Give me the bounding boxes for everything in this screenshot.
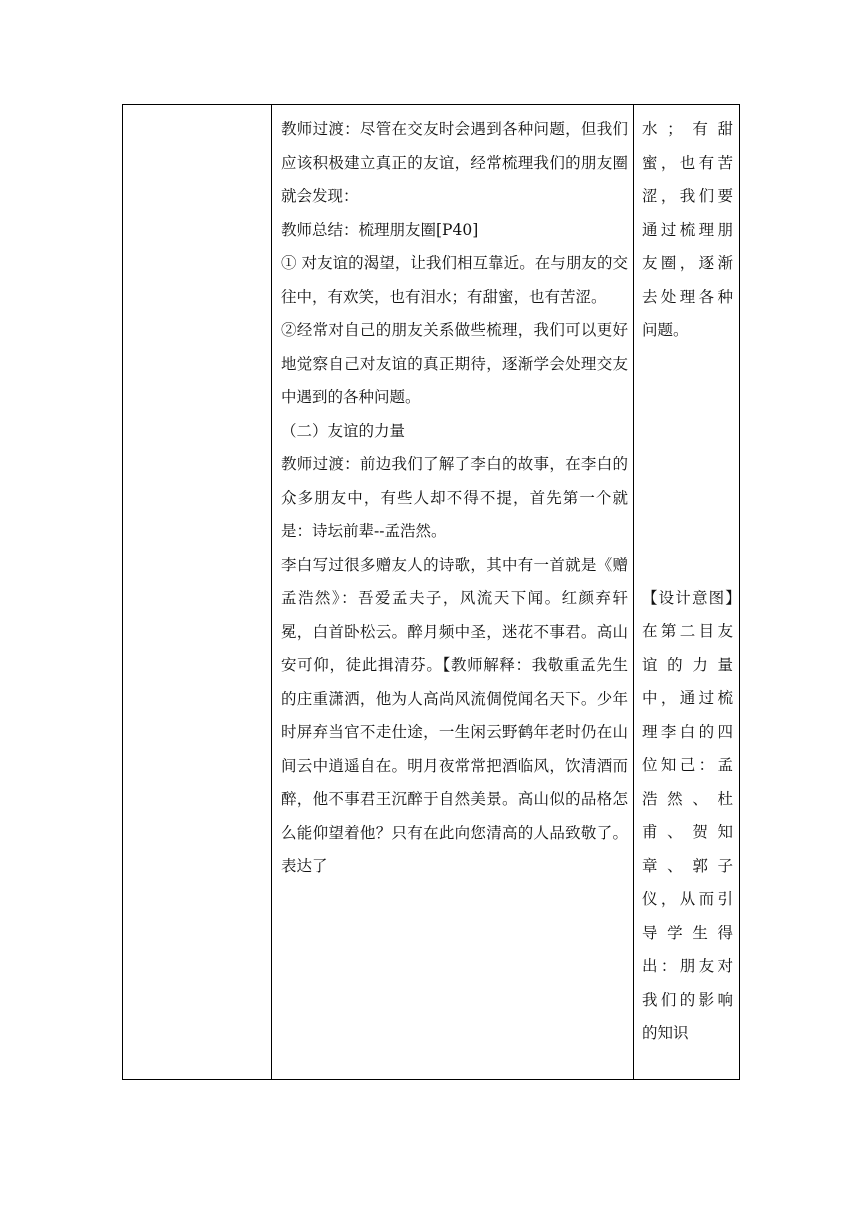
design-note-cell bbox=[634, 105, 739, 1079]
left-column-cell bbox=[123, 105, 272, 1079]
paragraph-transition-2: 教师过渡：前边我们了解了李白的故事，在李白的众多朋友中，有些人却不得不提，首先第一个就是：诗坛前辈--孟浩然。 bbox=[281, 455, 628, 540]
paragraph-poem-explanation: 李白写过很多赠友人的诗歌，其中有一首就是《赠孟浩然》：吾爱孟夫子，风流天下闻。红颜弃轩冕，白首卧松云。醉月频中圣，迷花不事君。高山安可仰，徒此揖清芬。【教师解释：我敬重孟先生的庄重潇洒，他为人高尚风流倜傥闻名天下。少年时屏弃当官不走仕途，一生闲云野鹤年老时仍在山间云中逍遥自在。明月夜常常把酒临风，饮清酒而醉，他不事君王沉醉于自然美景。高山似的品格怎么能仰望着他？只有在此向您清高的人品致敬了。表达了 bbox=[281, 555, 628, 875]
paragraph-point-1: ① 对友谊的渴望，让我们相互靠近。在与朋友的交往中，有欢笑，也有泪水；有甜蜜，也有苦涩。 bbox=[281, 254, 628, 306]
main-content-cell bbox=[272, 105, 634, 1079]
lesson-table bbox=[122, 104, 740, 1080]
paragraph-point-2: ②经常对自己的朋友关系做些梳理，我们可以更好地觉察自己对友谊的真正期待，逐渐学会处理交友中遇到的各种问题。 bbox=[281, 321, 628, 406]
paragraph-transition-1: 教师过渡：尽管在交友时会遇到各种问题，但我们应该积极建立真正的友谊，经常梳理我们的朋友圈就会发现： bbox=[281, 120, 628, 205]
note-continuation: 水；有甜蜜，也有苦涩，我们要通过梳理朋友圈，逐渐去处理各种问题。 bbox=[642, 120, 733, 339]
paragraph-summary-title: 教师总结：梳理朋友圈[P40] bbox=[281, 220, 479, 239]
note-design-intent: 【设计意图】在第二目友谊的力量中，通过梳理李白的四位知己：孟浩然、杜甫、贺知章、郭子仪，从而引导学生得出：朋友对我们的影响的知识 bbox=[642, 588, 733, 1042]
note-spacer bbox=[642, 348, 733, 582]
section-heading-friendship-power: （二）友谊的力量 bbox=[281, 421, 406, 440]
